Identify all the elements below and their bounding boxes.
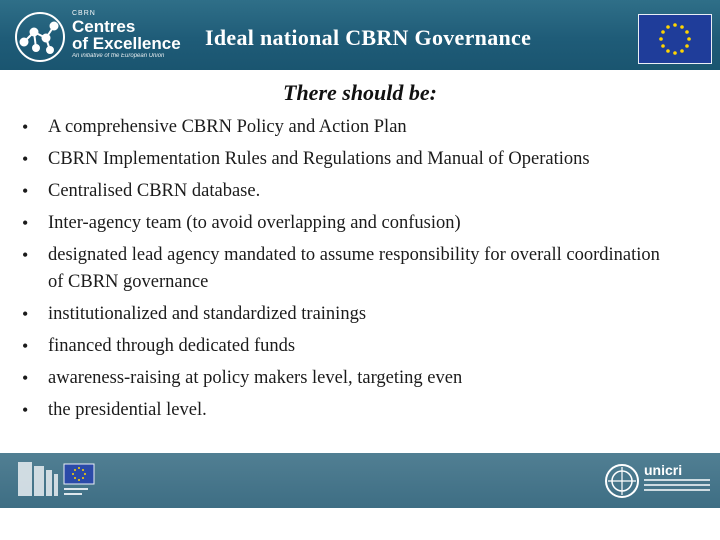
list-item: [20, 210, 660, 237]
bullet-text: Centralised CBRN database.: [48, 181, 261, 201]
european-commission-logo-icon: [14, 458, 98, 502]
bullet-text: designated lead agency mandated to assume responsibility for overall coordination of CBRN governance: [48, 245, 660, 292]
unicri-wordmark: unicri: [644, 462, 683, 478]
list-item: [20, 242, 660, 296]
bullet-icon: •: [22, 117, 29, 137]
bullet-icon: •: [22, 181, 29, 201]
bullet-icon: •: [22, 149, 29, 169]
bullet-text: institutionalized and standardized trainings: [48, 304, 367, 324]
list-item: [20, 114, 660, 141]
cbrn-network-logo-icon: [12, 12, 68, 62]
bullet-text: Inter-agency team (to avoid overlapping and confusion): [48, 213, 461, 233]
list-item: [20, 301, 660, 328]
brand-tagline: An initiative of the European Union: [72, 53, 165, 59]
unicri-subtext-lines: [644, 479, 710, 494]
list-item: [20, 146, 660, 173]
brand-line-2: of Excellence: [72, 34, 181, 53]
header-band: [0, 0, 720, 70]
brand-small-label: CBRN: [72, 10, 96, 17]
bullet-icon: •: [22, 213, 29, 233]
bullet-icon: •: [22, 245, 29, 265]
list-item: [20, 365, 660, 392]
un-emblem-icon: [604, 463, 640, 499]
footer-band: [0, 453, 720, 508]
bullet-icon: •: [22, 336, 29, 356]
bullet-icon: •: [22, 304, 29, 324]
list-item: [20, 333, 660, 360]
bullet-text: financed through dedicated funds: [48, 336, 296, 356]
brand-line-1: Centres: [72, 17, 136, 36]
list-item: [20, 178, 660, 205]
bullet-text: A comprehensive CBRN Policy and Action Plan: [48, 117, 407, 137]
eu-flag-icon: [638, 14, 712, 64]
brand-block: [72, 10, 181, 61]
unicri-logo: [604, 463, 714, 499]
bullet-text: the presidential level.: [48, 400, 207, 420]
bullet-list: [20, 114, 660, 429]
subtitle: There should be:: [283, 80, 437, 105]
list-item: [20, 397, 660, 424]
bullet-icon: •: [22, 400, 29, 420]
bullet-text: awareness-raising at policy makers level, targeting even: [48, 368, 463, 388]
bullet-text: CBRN Implementation Rules and Regulations and Manual of Operations: [48, 149, 590, 169]
slide-title: Ideal national CBRN Governance: [205, 25, 532, 50]
bullet-icon: •: [22, 368, 29, 388]
